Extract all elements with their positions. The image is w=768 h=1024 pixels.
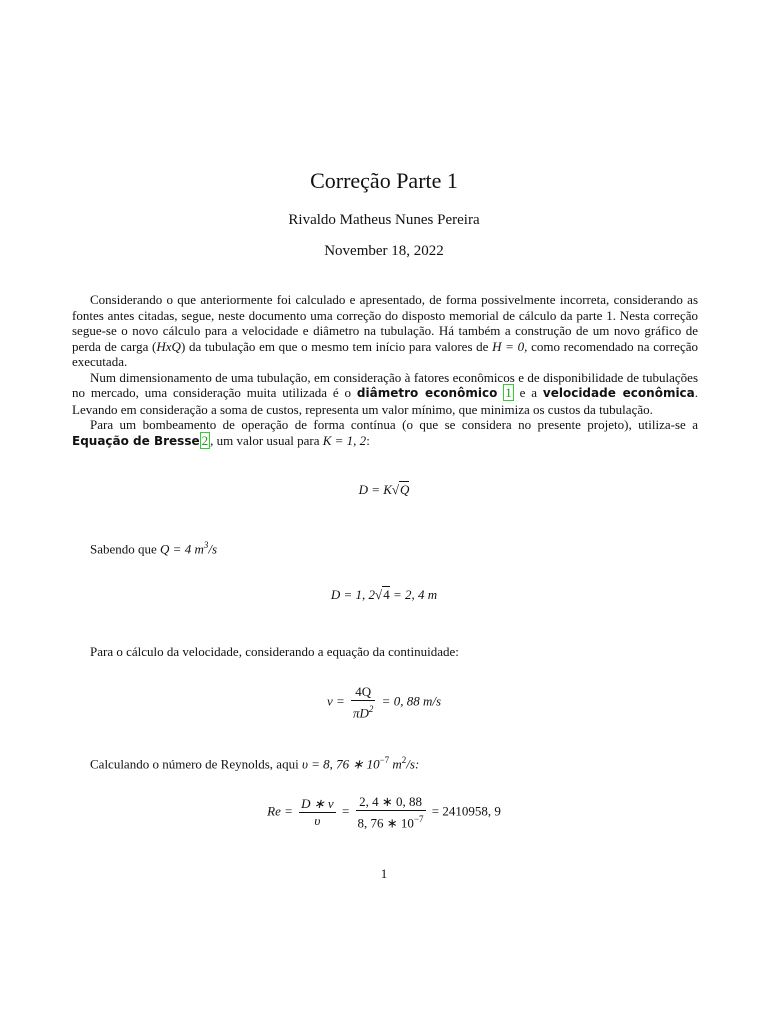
page-title: Correção Parte 1	[310, 168, 458, 193]
document-date: November 18, 2022	[324, 243, 444, 259]
text-flow-rate: Sabendo que Q = 4 $m^3/s$	[90, 540, 218, 557]
equation-diameter: D = 1, 2√4 = 2, 4 m	[330, 587, 438, 602]
citation-link-2[interactable]: 2	[201, 432, 209, 448]
body-text	[72, 292, 698, 449]
paragraph-intro: Considerando o que anteriormente foi calculado e apresentado, de forma possivelmente incorreta, considerando as fontes antes citadas, segue, neste documento uma correção do disposto memorial de cálculo da parte 1. Nesta correção segue-se o novo cálculo para a velocidade e diâmetro na tubulação. Há também a construção de um novo gráfico de perda de carga (HxQ) da tubulação em que o mesmo tem início para valores de H = 0, como recomendado na correção executada.	[72, 292, 698, 369]
paragraph-bresse: Para um bombeamento de operação de forma contínua (o que se considera no presente projeto), utiliza-se a Equação de Bresse 2 , um valor usual para K = 1, 2:	[72, 417, 698, 448]
term-velocidade-economica: velocidade econômica	[542, 386, 695, 400]
text-velocity-intro: Para o cálculo da velocidade, considerando a equação da continuidade:	[90, 644, 459, 659]
text-reynolds-intro: Calculando o número de Reynolds, aqui υ = 8, 76 ∗ $10^{-7}$ $m^2/s$:	[90, 755, 420, 772]
equation-bresse: D = K√Q	[358, 482, 410, 497]
equation-velocity: v = $\frac{4Q}{\pi D^2}$ = 0, 88 m/s	[326, 684, 442, 721]
term-diametro-economico: diâmetro econômico	[356, 386, 498, 400]
author-name: Rivaldo Matheus Nunes Pereira	[288, 212, 480, 228]
equation-reynolds: Re = $\frac{D ∗ v}{\upsilon}$ = $\frac{2, 4 ∗ 0, 88}{8, 76 ∗ 10^{-7}}$ = 2410958, 9	[267, 794, 501, 831]
paragraph-economic: Num dimensionamento de uma tubulação, em consideração à fatores econômicos e de disponibilidade de tubulações no mercado, uma consideração muita utilizada é o diâmetro econômico 1 e a velocidade econômica. Levando em consideração a soma de custos, representa um valor mínimo, que minimiza os custos da tubulação.	[72, 369, 699, 417]
page-number: 1	[380, 866, 388, 881]
term-equacao-bresse: Equação de Bresse	[72, 433, 200, 448]
citation-link-1[interactable]: 1	[505, 385, 512, 400]
